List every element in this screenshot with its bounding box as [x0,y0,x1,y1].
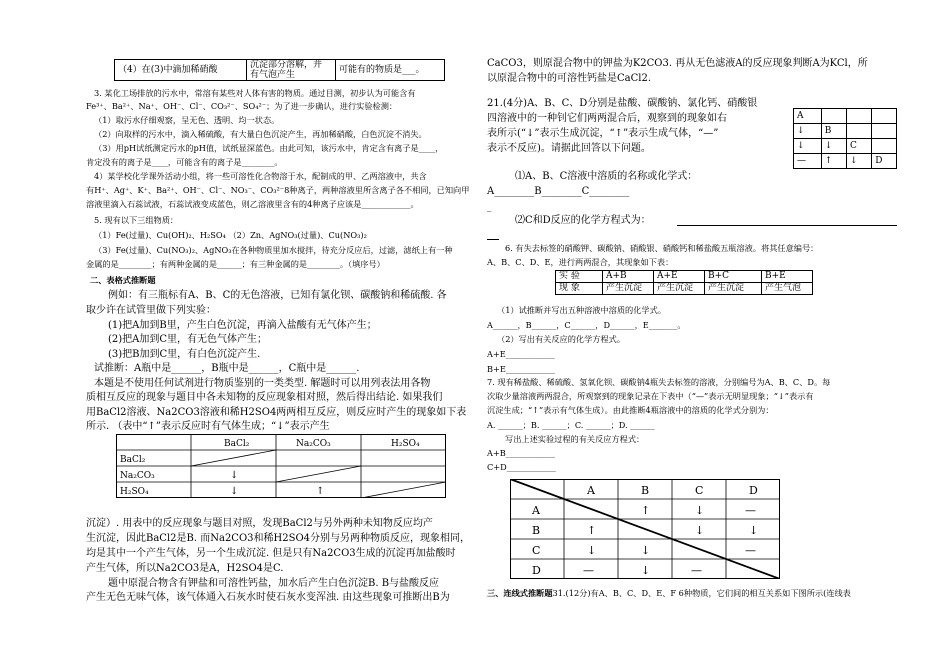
grid-cell: ↓ [587,544,597,557]
question-3-line: （2）向取样的污水中，滴入稀硫酸，有大量白色沉淀产生，再加稀硝酸，白色沉淀不消失。 [94,129,427,139]
row-label: B [532,524,541,537]
question-5-line: （3）Fe(过量)、Cu(NO₃)₂、AgNO₃在各种物质里加水搅拌，待充分反应后，过滤，滤纸上有一种 [94,245,453,255]
grid-cell: — [691,564,702,577]
grid-cell: — [794,154,822,169]
question-6-line: 6. 有失去标签的硝酸钾、碳酸钠、硝酸银、硝酸钙和稀盐酸五瓶溶液。将其任意编号： [505,243,819,253]
reaction-table [116,434,446,498]
grid-cell: A [794,109,822,124]
table-cell: 实 验 [556,271,603,283]
table-cell: （4）在(3)中滴加稀硝酸 [115,60,247,81]
grid-cell: — [583,564,594,577]
row-label: Na₂CO₃ [120,471,155,481]
example-line: 用BaCl2溶液、Na2CO3溶液和稀H2SO4两两相互反应，则反应时产生的现象如下表 [86,407,467,418]
example-line: 质相互反应的现象与题目中各未知物的反应现象相对照，然后得出结论. 如果我们 [86,392,443,403]
question-3-line: Fe³⁺、Ba²⁺、Na⁺、OH⁻、Cl⁻、CO₃²⁻、SO₄²⁻；为了进一步确认，进行实验检测： [86,101,398,111]
question-4-line: 溶液里滴入石蕊试液，石蕊试液变成蓝色，则乙溶液里含有的4种离子应该是____________。 [86,199,419,209]
table-cell: 产生沉淀 [705,283,762,295]
experiment-table [114,59,445,81]
table-cell: ↓ [230,470,239,481]
grid-cell [872,139,897,154]
row-label: C [532,544,541,557]
grid-cell: B [821,124,846,139]
grid-cell [847,109,872,124]
grid-cell: ↑ [587,524,597,537]
section-heading: 二、表格式推断题 [90,275,156,285]
answer-line [487,230,499,240]
example-line: (3)把B加到C里，有白色沉淀产生. [108,349,261,360]
question-7-line: 次取少量溶液两两混合，所观察到的现象记录在下表中（“—”表示无明显现象；“↓”表示有 [487,391,814,401]
table-cell: A+B [603,271,654,283]
question-5-line: 金属的是________；有两种金属的是______；有三种金属的是________。（填序号） [86,259,385,269]
explanation-line: 题中原混合物含有钾盐和可溶性钙盐，加水后产生白色沉淀B. B与盐酸反应 [108,578,440,589]
example-line: 试推断：A瓶中是______，B瓶中是______，C瓶中是______. [94,363,360,374]
question-21-line: 表示不反应)。请据此回答以下问题。 [487,143,651,154]
section-heading: 三、连线式推断题 [487,588,553,598]
mixing-grid-7 [510,479,780,579]
question-4-line: 4）某学校化学课外活动小组，将一些可溶性化合物溶于水，配制成的甲、乙两溶液中，共含 [94,171,427,181]
explanation-line: 均是其中一个产生气体，另一个生成沉淀. 但是只有Na2CO3生成的沉淀再加盐酸时 [86,548,456,559]
grid-header: D [749,484,758,497]
table-cell: 沉淀部分溶解，并 有气泡产生 [247,60,336,81]
grid-cell [872,124,897,139]
row-label: A [532,504,540,517]
table-header: BaCl₂ [224,439,250,449]
experiment-6-table [555,270,813,295]
question-21-part2: ⑵C和D反应的化学方程式为： [515,215,651,226]
question-7-line: 写出上述实验过程的有关反应方程式： [505,434,645,444]
question-7-line: C+D____________ [487,462,556,472]
table-cell: 产生气泡 [762,283,813,295]
example-line: (2)把A加到C里，有无色气体产生； [108,334,268,345]
grid-cell: ↓ [695,504,705,517]
question-6b-line: A+E____________ [487,349,555,359]
table-cell: A+E [654,271,705,283]
question-21-line: 四溶液中的一种钊它们两两混合后，观察到的现象如右 [487,113,727,124]
question-31-text: 31.(12分)有A、B、C、D、E、F 6种物质，它们间的相互关系如下图所示(连线表 [552,588,851,598]
question-7-line: 沉淀生成；“↑”表示有气体生成）。由此推断4瓶溶液中的溶质的化学式分别为： [487,405,774,415]
grid-header: C [695,484,704,497]
question-21-blanks: A________B________C________ [487,186,630,197]
question-6b-line: （2）写出有关反应的化学方程式。 [497,334,626,344]
grid-cell: ↓ [695,524,705,537]
table-cell: 产生沉淀 [603,283,654,295]
answer-line [677,216,897,226]
grid-cell: — [745,544,756,557]
grid-header: A [587,484,595,497]
mixing-grid-21 [793,108,897,169]
dash-mark: _ [487,202,492,212]
explanation-line: 产生无色无味气体，该气体通入石灰水时使石灰水变浑浊. 由这些现象可推断出B为 [86,592,450,603]
grid-cell: ↑ [641,504,651,517]
question-21-line: 21.(4分)A、B、C、D分别是盐酸、碳酸钠、氯化钙、硝酸银 [487,98,758,109]
question-6b-line: （1）试推断并写出五种溶液中溶质的化学式。 [497,305,666,315]
continuation-line: CaCO3，则原混合物中的钾盐为K2CO3. 再从无色滤液A的反应现象判断A为KCl，所 [487,58,868,69]
explanation-line: 沉淀）. 用表中的反应现象与题目对照，发现BaCl2与另外两种未知物反应均产 [86,518,433,529]
row-label: H₂SO₄ [120,487,149,497]
question-3-line: 肯定没有的离子是____，可能含有的离子是________。 [86,157,283,167]
question-7-line: A. ______；B. ______；C. ______；D. ______ [487,420,655,430]
example-line: 取少许在试管里做下列实验： [86,305,216,316]
grid-cell: D [872,154,897,169]
question-21-part1: ⑴A、B、C溶液中溶质的名称或化学式： [515,171,698,182]
table-header: H₂SO₄ [391,439,420,449]
question-7-line: 7. 现有稀盐酸、稀硫酸、氢氧化钡、碳酸钠4瓶失去标签的溶液，分别编号为A、B、C、D。每 [487,377,831,387]
example-line: 例如：有三瓶标有A、B、C的无色溶液，已知有氯化钡、碳酸钠和稀硫酸. 各 [108,290,447,301]
question-3-line: 3. 某化工场排放的污水中，常溶有某些对人体有害的物质。通过目测，初步认为可能含有 [94,88,416,98]
explanation-line: 生沉淀，因此BaCl2是B. 而Na2CO3和稀H2SO4分别与另两种物质反应，现象相同， [86,533,471,544]
table-header: Na₂CO₃ [296,439,331,449]
grid-cell: ↓ [794,124,822,139]
grid-cell: ↓ [821,139,846,154]
question-6-line: A、B、C、D、E，进行两两混合，其现象如下表： [487,257,674,267]
example-line: 所示. （表中“↑”表示反应时有气体生成；“↓”表示产生 [86,421,330,432]
question-6b-line: B+E____________ [487,364,555,374]
grid-cell: C [847,139,872,154]
question-7-line: A+B____________ [487,448,555,458]
question-6b-line: A______，B______，C______，D______，E_______。 [487,320,686,330]
grid-header: B [641,484,650,497]
question-3-line: （1）取污水仔细观察，呈无色、透明、均一状态。 [94,115,280,125]
grid-cell [847,124,872,139]
grid-cell: ↓ [794,139,822,154]
explanation-line: 产生气体，所以Na2CO3是A，H2SO4是C. [86,563,284,574]
question-4-line: 有H⁺、Ag⁺、K⁺、Ba²⁺、OH⁻、Cl⁻、NO₃⁻、CO₃²⁻8种离子，两种溶液里所含离子各不相同，已知向甲 [86,185,470,195]
question-21-line: 表所示(“↓”表示生成沉淀，“↑”表示生成气体，“—” [487,128,719,139]
row-label: BaCl₂ [120,455,146,465]
table-cell: 现 象 [556,283,603,295]
section-3-line [487,588,851,599]
grid-cell [872,109,897,124]
grid-cell: ↓ [641,564,651,577]
grid-cell: — [745,504,756,517]
grid-cell: ↓ [749,524,759,537]
table-cell: ↑ [316,486,325,497]
example-line: (1)把A加到B里，产生白色沉淀，再滴入盐酸有无气体产生； [108,320,377,331]
table-cell: 可能有的物质是___。 [336,60,445,81]
row-label: D [532,564,541,577]
question-5-line: （1）Fe(过量)、Cu(OH)₂、H₂SO₄ （2）Zn、AgNO₃(过量)、Cu(NO₃)₂ [94,230,367,240]
continuation-line: 以原混合物中的可溶性钙盐是CaCl2. [487,73,652,84]
table-cell: ↓ [230,486,239,497]
table-cell: 产生沉淀 [654,283,705,295]
question-5-line: 5. 现有以下三组物质： [94,215,179,225]
example-line: 本题是不使用任何试剂进行物质鉴别的一类类型. 解题时可以用列表法用各物 [94,378,431,389]
grid-cell: ↑ [821,154,846,169]
grid-cell: ↓ [641,544,651,557]
table-cell: B+E [762,271,813,283]
grid-cell [821,109,846,124]
table-cell: B+C [705,271,762,283]
grid-cell: ↓ [847,154,872,169]
question-3-line: （3）用pH试纸测定污水的pH值，试纸显深蓝色。由此可知，该污水中，肯定含有离子是____， [94,143,444,153]
